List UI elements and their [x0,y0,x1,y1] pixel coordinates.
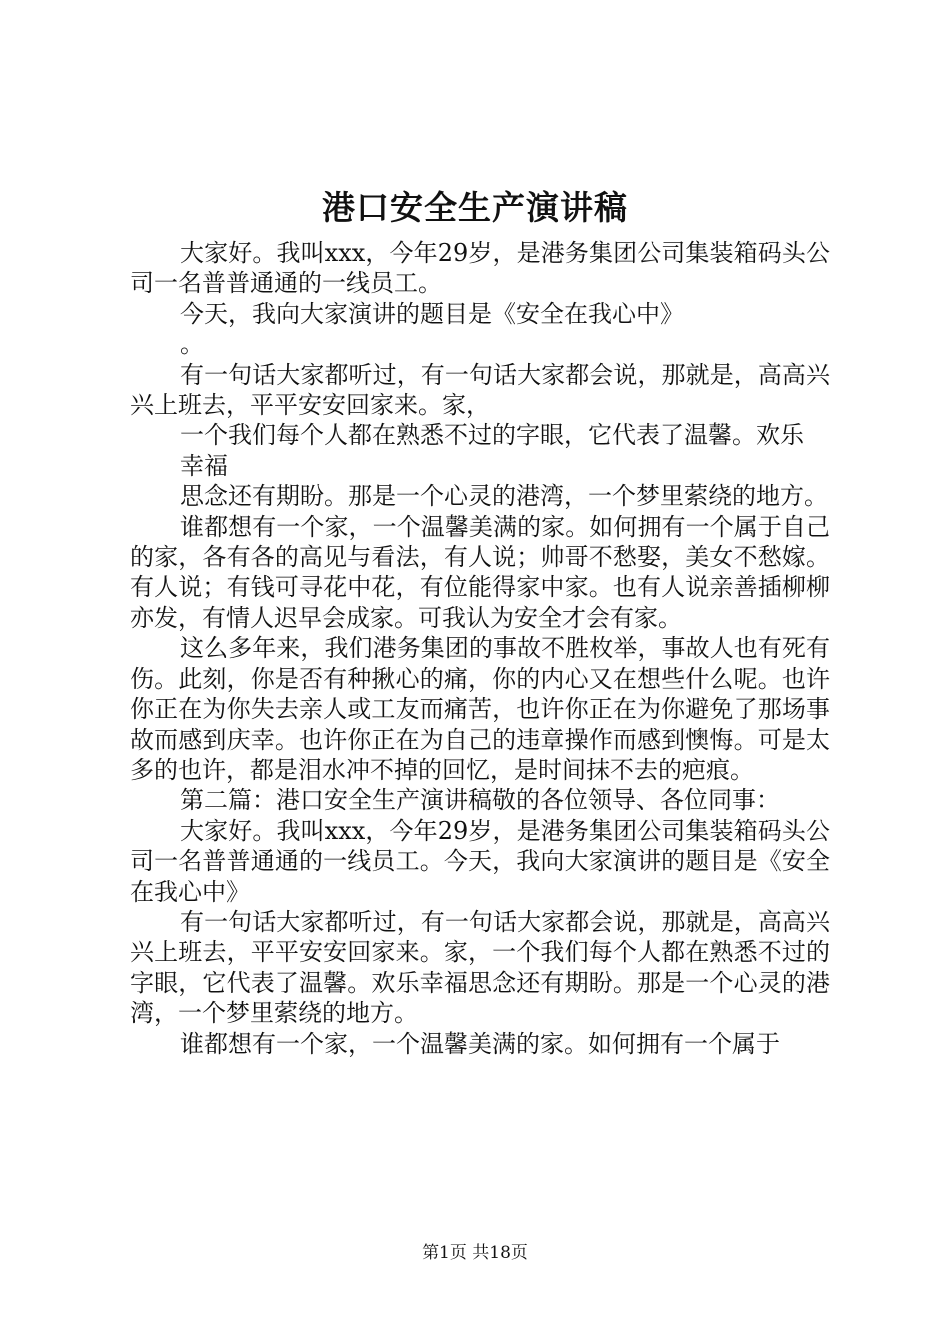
paragraph: 第二篇：港口安全生产演讲稿敬的各位领导、各位同事： [180,786,780,815]
paragraph: 幸福 [180,451,228,480]
paragraph: 大家好。我叫xxx，今年29岁，是港务集团公司集装箱码头公司一名普普通通的一线员工。今天，我向大家演讲的题目是《安全在我心中》 [130,816,830,906]
paragraph: 这么多年来，我们港务集团的事故不胜枚举，事故人也有死有伤。此刻，你是否有种揪心的痛，你的内心又在想些什么呢。也许你正在为你失去亲人或工友而痛苦，也许你正在为你避免了那场事故而感到庆幸。也许你正在为自己的违章操作而感到懊悔。可是太多的也许，都是泪水冲不掉的回忆，是时间抹不去的疤痕。 [130,634,830,784]
paragraph: 大家好。我叫xxx，今年29岁，是港务集团公司集装箱码头公司一名普普通通的一线员工。 [130,239,830,298]
paragraph: 。 [180,330,204,359]
document-title: 港口安全生产演讲稿 [322,188,628,227]
paragraph: 今天，我向大家演讲的题目是《安全在我心中》 [180,299,684,328]
document-body [130,238,830,1059]
paragraph: 谁都想有一个家，一个温馨美满的家。如何拥有一个属于自己的家，各有各的高见与看法，有人说；帅哥不愁娶，美女不愁嫁。有人说；有钱可寻花中花，有位能得家中家。也有人说亲善插柳柳亦发，有情人迟早会成家。可我认为安全才会有家。 [130,512,830,632]
paragraph: 思念还有期盼。那是一个心灵的港湾，一个梦里萦绕的地方。 [180,482,828,511]
paragraph: 有一句话大家都听过，有一句话大家都会说，那就是，高高兴兴上班去，平平安安回家来。家， [130,360,830,420]
paragraph: 一个我们每个人都在熟悉不过的字眼，它代表了温馨。欢乐 [180,421,804,450]
page-footer: 第1页 共18页 [422,1243,528,1263]
paragraph: 有一句话大家都听过，有一句话大家都会说，那就是，高高兴兴上班去，平平安安回家来。家，一个我们每个人都在熟悉不过的字眼，它代表了温馨。欢乐幸福思念还有期盼。那是一个心灵的港湾，一个梦里萦绕的地方。 [130,907,830,1028]
paragraph: 谁都想有一个家，一个温馨美满的家。如何拥有一个属于 [180,1029,780,1058]
